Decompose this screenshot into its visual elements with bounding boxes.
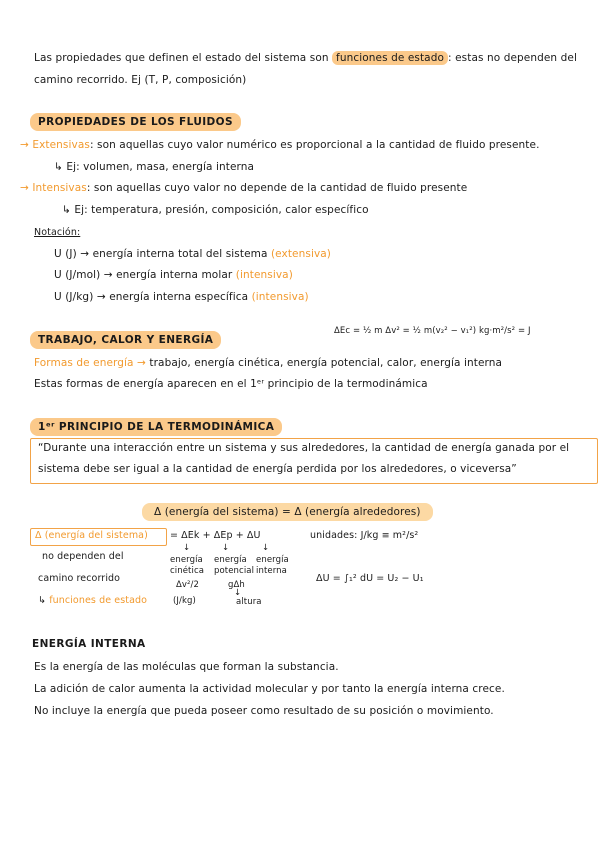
interna-line-1: Es la energía de las moléculas que forman la substancia. <box>34 661 339 673</box>
delta-u-integral: ΔU = ∫₁² dU = U₂ − U₁ <box>316 573 424 584</box>
arrow-icon: → <box>20 182 33 194</box>
section-title-interna: ENERGÍA INTERNA <box>32 638 146 650</box>
ep-label: energía potencial <box>214 555 255 576</box>
extensivas-example: ↳ Ej: volumen, masa, energía interna <box>54 161 255 173</box>
u-label: energía interna <box>256 555 289 576</box>
corner-arrow-icon: ↳ <box>38 595 50 606</box>
intro-line-2: camino recorrido. Ej (T, P, composición) <box>34 74 247 86</box>
quote-line-1: “Durante una interacción entre un sistema y sus alrededores, la cantidad de energía ganada por el <box>38 442 570 454</box>
ek-label: energía cinética <box>170 555 205 576</box>
interna-line-3: No incluye la energía que pueda poseer como resultado de su posición o movimiento. <box>34 705 494 717</box>
note-funciones: ↳ funciones de estado <box>38 595 148 606</box>
arrow-icon: → <box>137 357 146 369</box>
extensivas-line: → Extensivas: son aquellas cuyo valor numérico es proporcional a la cantidad de fluido presente. <box>20 139 540 151</box>
energy-balance-equation: Δ (energía del sistema) = Δ (energía alrededores) <box>142 503 433 521</box>
arrow-icon: → <box>20 139 33 151</box>
notacion-label: Notación: <box>34 227 81 238</box>
ek-formula: Δv²/2 <box>176 580 200 590</box>
down-arrow-icon: ↓ <box>183 543 191 553</box>
corner-arrow-icon: ↳ <box>54 161 67 173</box>
funciones-estado-highlight: funciones de estado <box>332 51 448 65</box>
formas-line-2: Estas formas de energía aparecen en el 1ᵉʳ principio de la termodinámica <box>34 378 428 390</box>
quote-line-2: sistema debe ser igual a la cantidad de energía perdida por los alrededores, o viceversa” <box>38 463 517 475</box>
up-arrow-icon: ↓ <box>234 588 242 598</box>
delta-system-rhs: = ΔEk + ΔEp + ΔU <box>170 530 261 541</box>
formas-line: Formas de energía → trabajo, energía cinética, energía potencial, calor, energía interna <box>34 357 503 369</box>
section-title-fluidos: PROPIEDADES DE LOS FLUIDOS <box>30 113 241 131</box>
kinetic-formula: ΔEc = ½ m Δv² = ½ m(v₂² − v₁²) kg·m²/s² = J <box>334 326 531 336</box>
delta-system-label: Δ (energía del sistema) <box>35 530 148 541</box>
ek-units: (J/kg) <box>173 596 196 606</box>
notacion-row: U (J/kg) → energía interna específica (intensiva) <box>54 291 309 303</box>
interna-line-2: La adición de calor aumenta la actividad molecular y por tanto la energía interna crece. <box>34 683 505 695</box>
notacion-row: U (J/mol) → energía interna molar (intensiva) <box>54 269 293 281</box>
ep-units: altura <box>236 597 262 607</box>
intensivas-example: ↳ Ej: temperatura, presión, composición, calor específico <box>62 204 369 216</box>
down-arrow-icon: ↓ <box>222 543 230 553</box>
note-camino: camino recorrido <box>38 573 121 584</box>
notacion-row: U (J) → energía interna total del sistema (extensiva) <box>54 248 332 260</box>
ep-formula: gΔh <box>228 580 245 590</box>
unidades: unidades: J/kg ≡ m²/s² <box>310 530 419 541</box>
intensivas-line: → Intensivas: son aquellas cuyo valor no depende de la cantidad de fluido presente <box>20 182 468 194</box>
down-arrow-icon: ↓ <box>262 543 270 553</box>
section-title-trabajo: TRABAJO, CALOR Y ENERGÍA <box>30 331 221 349</box>
intro-line-1: Las propiedades que definen el estado del sistema son funciones de estado : estas no dependen del <box>34 52 577 64</box>
note-no-dependen: no dependen del <box>42 551 124 562</box>
corner-arrow-icon: ↳ <box>62 204 75 216</box>
section-title-principio: 1ᵉʳ PRINCIPIO DE LA TERMODINÁMICA <box>30 418 282 436</box>
